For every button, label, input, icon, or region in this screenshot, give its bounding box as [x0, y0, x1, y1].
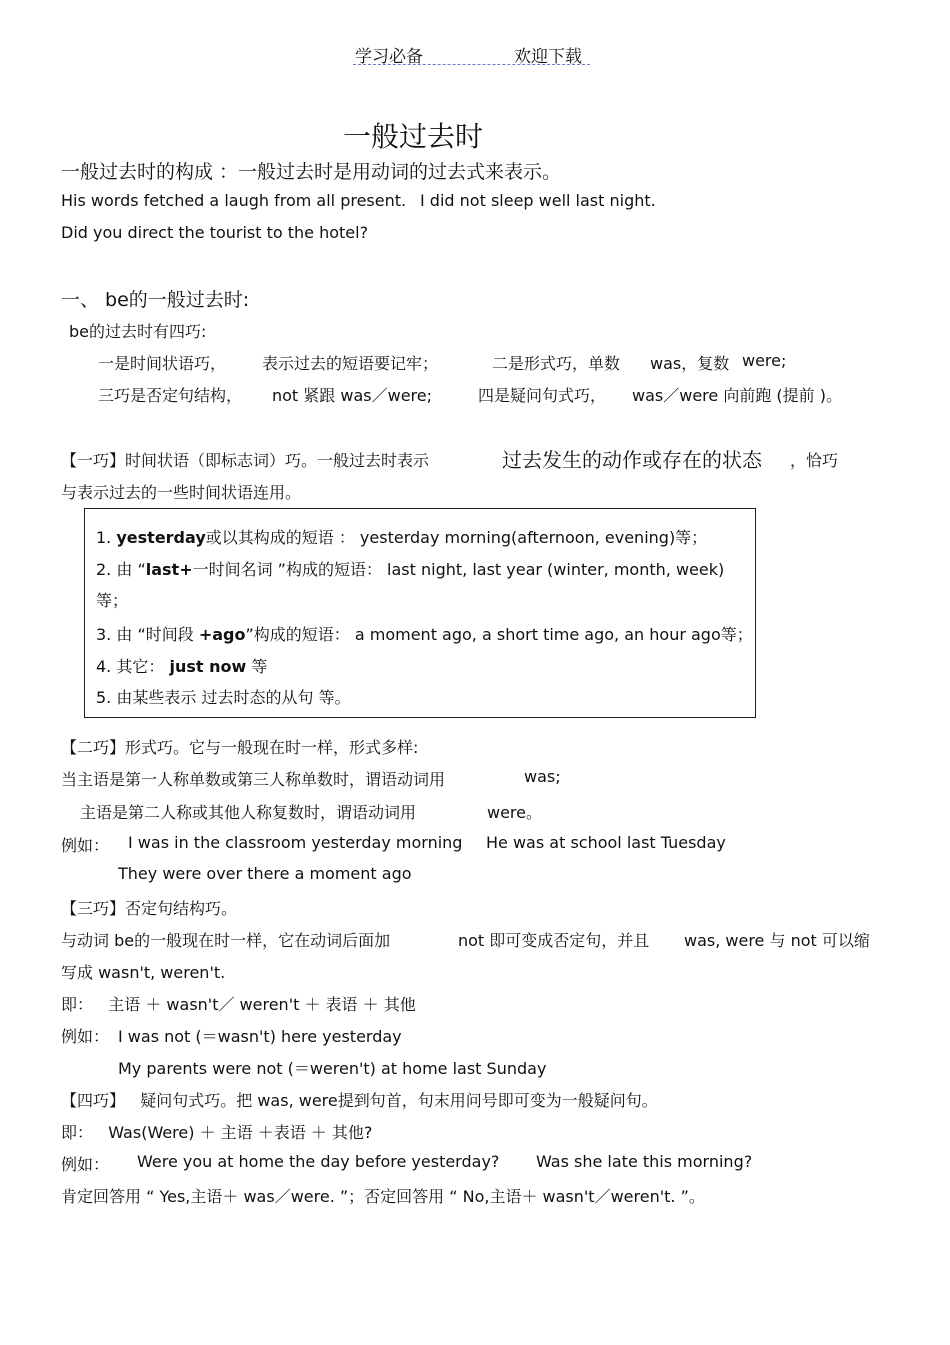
intro-example-3: Did you direct the tourist to the hotel?	[61, 223, 369, 242]
section-heading-be: 一、 be的一般过去时:	[61, 289, 250, 311]
intro-example-1: His words fetched a laugh from all present.	[61, 191, 407, 210]
qiao2-line1: 当主语是第一人称单数或第三人称单数时，谓语动词用	[61, 770, 446, 789]
intro-definition: 一般过去时的构成 ：一般过去时是用动词的过去式来表示。	[61, 161, 562, 183]
box-item-2: 2. 由 “last+一时间名词 ”构成的短语： last night, last year (winter, month, week)	[96, 560, 725, 579]
qiao3-line1b: not 即可变成否定句，并且	[458, 931, 650, 950]
qiao2-example-2: He was at school last Tuesday	[486, 833, 726, 852]
qiao1-tail: ，恰巧	[790, 451, 839, 470]
qiao1-emphasis: 过去发生的动作或存在的状态	[502, 448, 762, 472]
qiao3-line1c: was, were 与 not 可以缩	[684, 931, 870, 950]
box-item-3: 3. 由 “时间段 +ago”构成的短语： a moment ago, a short time ago, an hour ago等；	[96, 625, 753, 644]
qiao3-example-2: My parents were not (＝weren't) at home last Sunday	[118, 1059, 547, 1078]
qiao3-heading: 【三巧】否定句结构巧。	[61, 899, 238, 918]
rule-2d: was／were 向前跑 (提前 )。	[632, 386, 842, 405]
rule-1e: were;	[742, 351, 787, 370]
rule-2c: 四是疑问句式巧，	[478, 386, 607, 405]
box-item-1: 1. yesterday或以其构成的短语 ： yesterday morning(afternoon, evening)等；	[96, 528, 708, 547]
qiao3-formula: 即： 主语 ＋ wasn't／ weren't ＋ 表语 ＋ 其他	[61, 995, 416, 1014]
qiao4-example-2: Was she late this morning?	[536, 1152, 753, 1171]
page-title: 一般过去时	[343, 120, 484, 153]
qiao4-formula: 即： Was(Were) ＋ 主语 ＋表语 ＋ 其他?	[61, 1123, 373, 1142]
rule-2a: 三巧是否定句结构，	[98, 386, 243, 405]
qiao2-line2: 主语是第二人称或其他人称复数时，谓语动词用	[80, 803, 417, 822]
qiao3-example-1: I was not (＝wasn't) here yesterday	[118, 1027, 402, 1046]
qiao4-answers: 肯定回答用 “ Yes,主语＋ was／were. ”；否定回答用 “ No,主语＋ wasn't／weren't. ”。	[61, 1187, 705, 1206]
rule-2b: not 紧跟 was／were;	[272, 386, 432, 405]
qiao1-line2: 与表示过去的一些时间状语连用。	[61, 483, 302, 502]
header-left: 学习必备	[355, 47, 423, 67]
section-sub: be的过去时有四巧:	[69, 322, 207, 341]
qiao2-example-1: I was in the classroom yesterday morning	[128, 833, 463, 852]
rule-1c: 二是形式巧，单数	[492, 354, 621, 373]
box-item-5: 5. 由某些表示 过去时态的从句 等。	[96, 688, 351, 707]
qiao2-example-3: They were over there a moment ago	[118, 864, 412, 883]
qiao4-heading: 【四巧】 疑问句式巧。把 was, were提到句首，句末用问号即可变为一般疑问句。	[61, 1091, 658, 1110]
qiao4-example-1: Were you at home the day before yesterday?	[137, 1152, 500, 1171]
qiao2-were: were。	[487, 803, 543, 822]
qiao3-line1a: 与动词 be的一般现在时一样，它在动词后面加	[61, 931, 391, 950]
qiao2-was: was;	[524, 767, 561, 786]
box-item-2-cont: 等；	[96, 591, 129, 610]
qiao2-example-label: 例如：	[61, 836, 110, 855]
header-divider	[353, 64, 590, 65]
qiao2-heading: 【二巧】形式巧。它与一般现在时一样，形式多样:	[61, 738, 419, 757]
intro-example-2: I did not sleep well last night.	[420, 191, 656, 210]
rule-1d: was，复数	[650, 354, 730, 373]
qiao4-example-label: 例如：	[61, 1155, 110, 1174]
box-item-4: 4. 其它： just now 等	[96, 657, 268, 676]
header-right: 欢迎下载	[514, 47, 582, 67]
rule-1a: 一是时间状语巧，	[98, 354, 227, 373]
qiao3-example-label: 例如：	[61, 1027, 110, 1046]
qiao1-heading: 【一巧】时间状语（即标志词）巧。一般过去时表示	[61, 451, 430, 470]
qiao3-line2: 写成 wasn't, weren't.	[61, 963, 226, 982]
rule-1b: 表示过去的短语要记牢；	[262, 354, 439, 373]
